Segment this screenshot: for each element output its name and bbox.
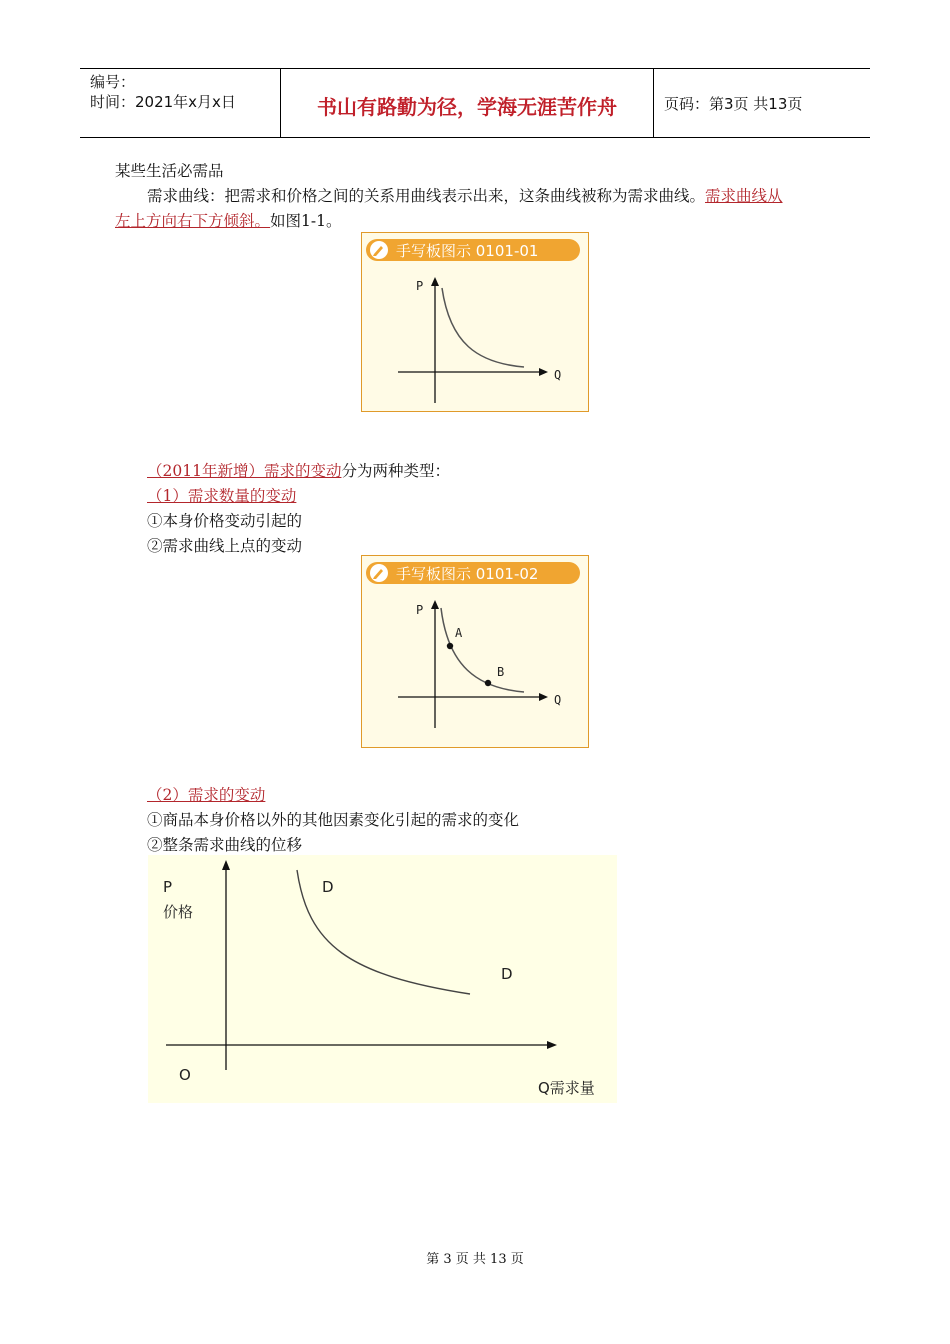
demand-curve-slope-part2: 左上方向右下方倾斜。	[115, 212, 271, 230]
figure-1-label: 手写板图示 0101-01	[396, 242, 539, 260]
point-a-marker	[447, 643, 453, 649]
figure-3-price-label: 价格	[163, 903, 194, 921]
page-footer: 第 3 页 共 13 页	[426, 1252, 524, 1267]
number-label: 编号：	[90, 73, 136, 91]
figure-2-point-a-label: A	[455, 626, 463, 640]
type1-item1: ①本身价格变动引起的	[147, 512, 303, 530]
header-right-cell	[654, 69, 870, 137]
figure-1-q-label: Q	[554, 368, 562, 382]
type2-item2: ②整条需求曲线的位移	[147, 836, 303, 854]
type1-heading: （1）需求数量的变动	[147, 487, 297, 505]
demand-shift-figure	[148, 855, 617, 1103]
demand-curve-slope-part1: 需求曲线从	[705, 187, 783, 205]
figure-1-p-label: P	[416, 279, 424, 293]
header-table	[80, 68, 870, 138]
motto-text: 书山有路勤为径，学海无涯苦作舟	[317, 95, 617, 119]
header-middle-cell	[281, 69, 654, 137]
figure-reference: 如图1-1。	[270, 212, 342, 230]
handwriting-figure-2	[361, 555, 589, 748]
figure-2-p-label: P	[416, 603, 424, 617]
demand-curve-definition: 需求曲线：把需求和价格之间的关系用曲线表示出来，这条曲线被称为需求曲线。	[147, 187, 706, 205]
type1-item2: ②需求曲线上点的变动	[147, 537, 303, 555]
figure-2-point-b-label: B	[497, 665, 505, 679]
point-b-marker	[485, 680, 491, 686]
time-label: 时间：2021年x月x日	[90, 93, 236, 111]
demand-change-intro	[147, 461, 450, 481]
page-code: 页码：第3页 共13页	[664, 95, 803, 113]
figure-3-d-label-1: D	[322, 878, 334, 896]
demand-curve-paragraph-line1	[147, 186, 783, 206]
demand-curve-paragraph-line2	[115, 211, 341, 231]
handwriting-figure-1	[361, 232, 589, 412]
demand-shift-plot	[148, 855, 617, 1103]
necessities-line: 某些生活必需品	[115, 162, 224, 180]
figure-3-d-label-2: D	[501, 965, 513, 983]
figure-3-q-label: Q需求量	[538, 1079, 595, 1097]
demand-change-intro-rest: 分为两种类型：	[341, 462, 450, 480]
type2-item1: ①商品本身价格以外的其他因素变化引起的需求的变化	[147, 811, 520, 829]
figure-2-q-label: Q	[554, 693, 562, 707]
demand-curve-plot-2	[362, 556, 588, 747]
demand-change-intro-red: （2011年新增）需求的变动	[147, 462, 342, 480]
header-left-cell	[80, 69, 281, 137]
figure-2-label: 手写板图示 0101-02	[396, 565, 539, 583]
figure-3-p-label: P	[163, 878, 173, 896]
demand-curve-plot-1	[362, 233, 588, 411]
figure-3-origin-label: O	[179, 1066, 191, 1084]
type2-heading: （2）需求的变动	[147, 786, 266, 804]
